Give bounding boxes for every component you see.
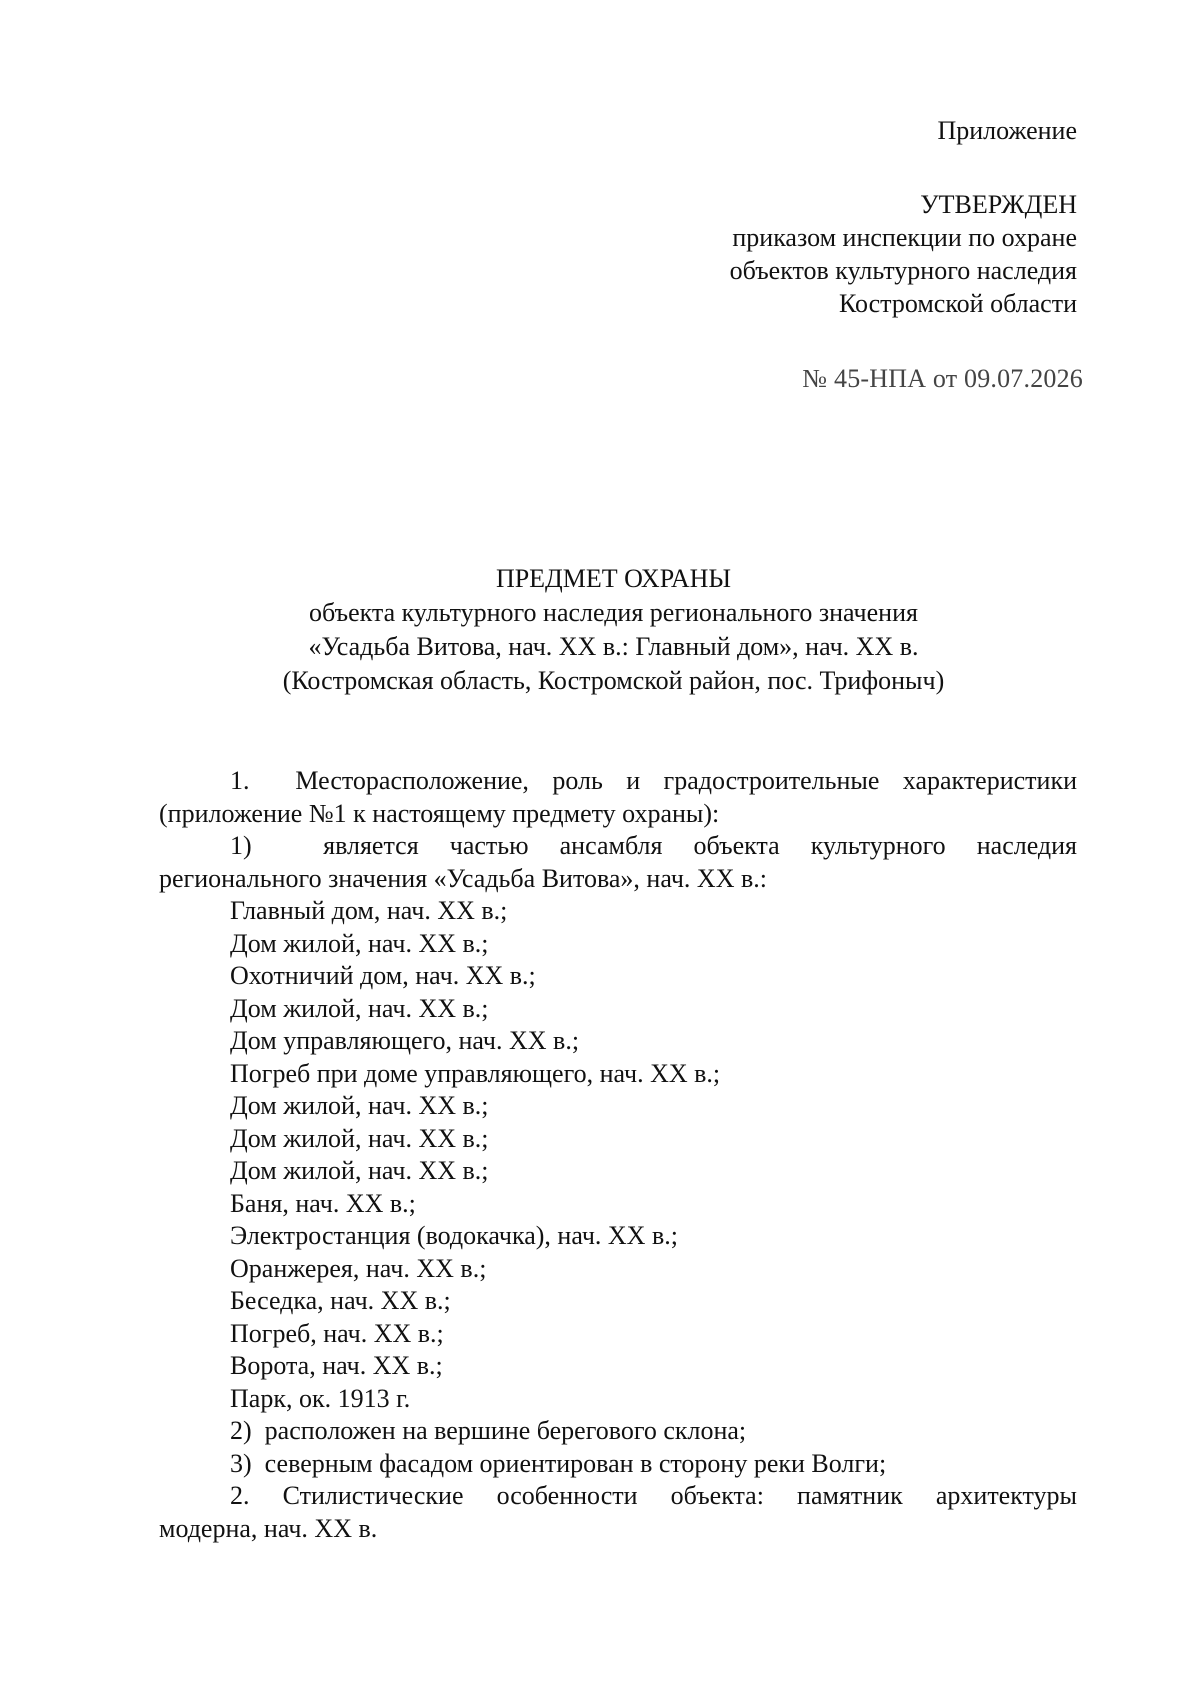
item-2-number: 2) — [230, 1416, 252, 1445]
title-main: ПРЕДМЕТ ОХРАНЫ — [495, 564, 732, 593]
list-item: Оранжерея, нач. XX в.; — [230, 1253, 487, 1283]
list-item: Парк, ок. 1913 г. — [230, 1383, 411, 1413]
list-item: Дом жилой, нач. XX в.; — [230, 1091, 489, 1120]
document-title — [150, 562, 1077, 698]
list-item: Дом жилой, нач. XX в.; — [230, 993, 489, 1023]
section-2 — [159, 1480, 1077, 1545]
title-line-2: «Усадьба Витова, нач. XX в.: Главный дом», нач. XX в. — [308, 632, 919, 661]
approved-by-line-3: Костромской области — [838, 289, 1077, 318]
section-1-heading-line-1: 1. Месторасположение, роль и градостроительные характеристики — [159, 765, 1077, 798]
section-2-number: 2. — [230, 1481, 250, 1510]
item-3-number: 3) — [230, 1448, 252, 1478]
item-1-line-2: регионального значения «Усадьба Витова», нач. XX в.: — [159, 863, 767, 893]
section-2-line-2: модерна, нач. XX в. — [159, 1513, 378, 1543]
ensemble-list — [159, 895, 1077, 1415]
list-item: Электростанция (водокачка), нач. XX в.; — [230, 1221, 678, 1250]
list-item: Охотничий дом, нач. XX в.; — [230, 961, 536, 990]
list-item: Баня, нач. XX в.; — [230, 1188, 416, 1218]
approved-by-line-2: объектов культурного наследия — [729, 256, 1077, 285]
item-2: 2) расположен на вершине берегового склона; — [230, 1416, 747, 1445]
section-1-heading-line-2: (приложение №1 к настоящему предмету охраны): — [159, 798, 720, 828]
list-item: Ворота, нач. XX в.; — [230, 1351, 443, 1380]
item-1-line-1: 1) является частью ансамбля объекта культурного наследия — [159, 830, 1077, 863]
approved-by-line-1: приказом инспекции по охране — [732, 223, 1077, 252]
item-1-number: 1) — [230, 831, 252, 860]
order-number: № 45-НПА от 09.07.2026 — [802, 364, 1083, 393]
title-line-3: (Костромская область, Костромской район, пос. Трифоныч) — [282, 666, 945, 695]
approval-header — [557, 114, 1083, 396]
list-item: Дом управляющего, нач. XX в.; — [230, 1026, 580, 1055]
list-item: Дом жилой, нач. XX в.; — [230, 928, 489, 958]
list-item: Дом жилой, нач. XX в.; — [230, 1123, 489, 1153]
item-3: 3) северным фасадом ориентирован в сторону реки Волги; — [230, 1448, 887, 1478]
approved-block — [557, 188, 1077, 320]
section-1 — [159, 765, 1077, 1480]
list-item: Главный дом, нач. XX в.; — [230, 896, 508, 925]
list-item: Погреб, нач. XX в.; — [230, 1318, 444, 1348]
approved-label: УТВЕРЖДЕН — [920, 190, 1077, 219]
list-item: Погреб при доме управляющего, нач. XX в.; — [230, 1058, 721, 1088]
document-body — [159, 765, 1077, 1545]
appendix-label: Приложение — [937, 116, 1077, 145]
title-line-1: объекта культурного наследия регионального значения — [309, 598, 918, 627]
list-item: Беседка, нач. XX в.; — [230, 1286, 451, 1315]
section-2-line-1: 2. Стилистические особенности объекта: памятник архитектуры — [230, 1481, 1077, 1510]
section-1-number: 1. — [230, 766, 250, 795]
list-item: Дом жилой, нач. XX в.; — [230, 1156, 489, 1185]
